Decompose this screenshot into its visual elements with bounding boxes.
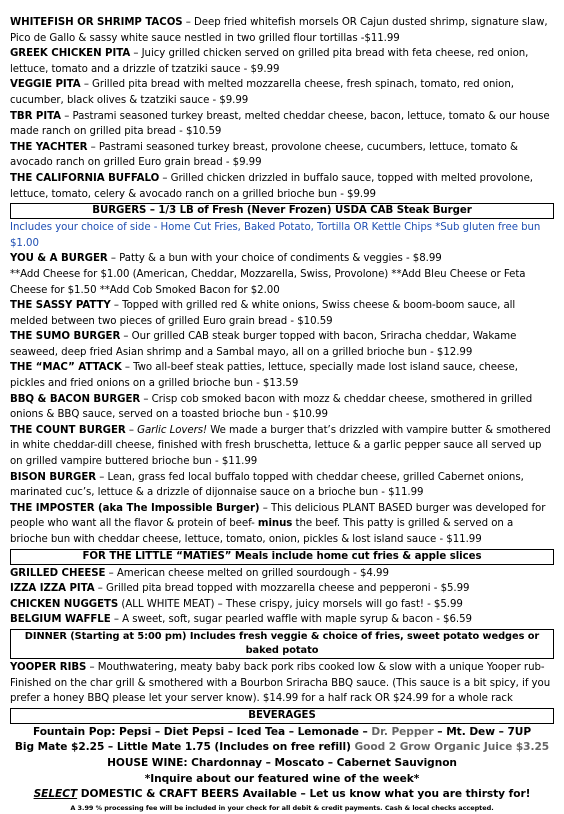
- beverage-line: *Inquire about our featured wine of the week*: [144, 772, 420, 785]
- beverage-line: [10, 787, 554, 803]
- item-name: IZZA IZZA PITA: [10, 583, 95, 595]
- menu-item: [10, 423, 554, 470]
- item-desc-bold: minus: [257, 518, 293, 530]
- menu-item: [10, 329, 554, 360]
- item-desc: Patty & a bun with your choice of condiments & veggies - $8.99: [119, 253, 442, 265]
- menu-item: [10, 612, 554, 628]
- sandwich-list: [10, 15, 554, 202]
- separator: –: [125, 424, 138, 436]
- beverage-text: Big Mate $2.25 – Little Mate 1.75 (Includes on free refill): [14, 741, 355, 754]
- item-desc: Topped with grilled red & white onions, Swiss cheese & boom-boom sauce, all melded between two pieces of grilled Euro grain bread - $10.59: [10, 300, 516, 327]
- menu-item: [10, 171, 554, 202]
- add-cheese-note: **Add Cheese for $1.00 (American, Cheddar, Mozzarella, Swiss, Provolone) **Add Bleu Cheese or Feta Cheese for $1.50 **Add Cob Smoked Bacon for $2.00: [10, 268, 526, 296]
- item-name: THE SUMO BURGER: [10, 331, 121, 343]
- item-desc: Pastrami seasoned turkey breast, melted cheddar cheese, bacon, lettuce, tomato & our house made ranch on grilled pita bread - $10.59: [10, 110, 550, 138]
- kids-list: [10, 566, 554, 628]
- item-name: BELGIUM WAFFLE: [10, 614, 111, 626]
- separator: –: [159, 172, 171, 184]
- item-name: BBQ & BACON BURGER: [10, 393, 141, 405]
- menu-item: [10, 298, 554, 329]
- beverage-line: [10, 725, 554, 741]
- item-name: YOOPER RIBS: [10, 661, 87, 673]
- menu-item: [10, 46, 554, 77]
- processing-fee-note: A 3.99 % processing fee will be included in your check for all debit & credit payments. Cash & local checks accepted.: [70, 803, 494, 812]
- item-name: GRILLED CHEESE: [10, 567, 106, 579]
- menu-item: [10, 581, 554, 597]
- separator: –: [259, 502, 271, 514]
- item-desc: Lean, grass fed local buffalo topped with cheddar cheese, grilled Cabernet onions, marinated cuc’s, lettuce & a drizzle of dijonnaise sauce on a brioche bun - $11.99: [10, 471, 524, 499]
- separator: –: [86, 661, 98, 673]
- burgers-header: BURGERS – 1/3 LB of Fresh (Never Frozen) USDA CAB Steak Burger: [10, 203, 554, 219]
- burgers-side-note: Includes your choice of side - Home Cut Fries, Baked Potato, Tortilla OR Kettle Chips *Sub gluten free bun $1.00: [10, 222, 541, 249]
- item-desc: Mouthwatering, meaty baby back pork ribs cooked low & slow with a unique Yooper rub-Finished on the char grill & smothered with a Bourbon Sriracha BBQ sauce. (This sauce is a bit spicy, if you prefer a honey BBQ please let your server know). $14.99 for a half rack OR $24.99 for a whole rack: [10, 661, 551, 705]
- separator: –: [96, 471, 108, 483]
- item-desc: Grilled chicken drizzled in buffalo sauce, topped with melted provolone, lettuce, tomato, celery & avocado ranch on a grilled brioche bun - $9.99: [10, 172, 533, 200]
- item-name: THE IMPOSTER (aka The Impossible Burger): [10, 502, 260, 514]
- menu-item: [10, 251, 554, 267]
- item-name: THE COUNT BURGER: [10, 424, 126, 436]
- item-name: THE CALIFORNIA BUFFALO: [10, 172, 160, 184]
- menu-item: [10, 470, 554, 501]
- item-name: THE SASSY PATTY: [10, 300, 111, 312]
- menu-item: [10, 77, 554, 108]
- item-desc: the beef. This patty is grilled & served on a brioche bun with cheddar cheese, lettuce, tomato, onion, pickles & lost island sauce - $11.99: [10, 518, 514, 545]
- item-desc: Our grilled CAB steak burger topped with bacon, Sriracha cheddar, Wakame seaweed, deep fried Asian shrimp and a Sambal mayo, all on a grilled brioche bun - $12.99: [10, 331, 517, 358]
- separator: –: [87, 141, 99, 153]
- beverage-text: Fountain Pop: Pepsi – Diet Pepsi – Iced Tea – Lemonade –: [32, 725, 372, 738]
- item-desc: Grilled pita bread topped with mozzarella cheese and pepperoni - $5.99: [106, 583, 470, 595]
- item-name: WHITEFISH OR SHRIMP TACOS: [10, 17, 183, 28]
- beverage-text: Dr. Pepper: [371, 725, 434, 738]
- separator: –: [80, 79, 93, 91]
- item-name: THE YACHTER: [10, 141, 88, 153]
- kids-header: FOR THE LITTLE “MATIES” Meals include home cut fries & apple slices: [10, 549, 554, 565]
- beverage-text: SELECT: [33, 788, 78, 801]
- item-desc: Deep fried whitefish morsels OR Cajun dusted shrimp, signature slaw, Pico de Gallo & sassy white sauce nestled in two grilled flour tortillas -$11.99: [10, 17, 548, 44]
- item-desc: Grilled pita bread with melted mozzarella cheese, fresh spinach, tomato, red onion, cucumber, black olives & tzatziki sauce - $9.99: [10, 79, 514, 106]
- separator: –: [182, 17, 195, 28]
- beverage-text: DOMESTIC & CRAFT BEERS Available – Let us know what you are thirsty for!: [77, 788, 531, 801]
- separator: –: [110, 614, 123, 626]
- separator: –: [130, 48, 142, 60]
- separator: –: [140, 393, 152, 405]
- item-tagline: Garlic Lovers!: [137, 424, 208, 436]
- menu-item: [10, 566, 554, 582]
- menu-item: [10, 140, 554, 171]
- item-name: CHICKEN NUGGETS: [10, 598, 119, 610]
- beverage-line: [10, 740, 554, 756]
- item-desc: We made a burger that’s drizzled with vampire butter & smothered in white cheddar-dill cheese, finished with fresh bruschetta, lettuce & a garlic pepper sauce all served up on grilled vampire buttered brioche bun - $11.99: [10, 424, 551, 468]
- item-desc: Crisp cob smoked bacon with mozz & cheddar cheese, smothered in grilled onions & BBQ sauce, served on a toasted brioche bun - $10.99: [10, 393, 533, 421]
- beverage-text: Good 2 Grow Organic Juice $3.25: [354, 741, 550, 754]
- item-desc: American cheese melted on grilled sourdough - $4.99: [116, 567, 389, 579]
- item-name: THE “MAC” ATTACK: [10, 362, 122, 374]
- separator: –: [61, 110, 73, 122]
- item-name: GREEK CHICKEN PITA: [10, 48, 131, 60]
- item-name: BISON BURGER: [10, 471, 97, 483]
- beverage-text: – Mt. Dew – 7UP: [433, 725, 532, 738]
- separator: –: [105, 567, 117, 579]
- menu-item: [10, 15, 554, 46]
- separator: –: [121, 362, 134, 374]
- item-name: YOU & A BURGER: [10, 253, 108, 265]
- separator: –: [94, 583, 107, 595]
- item-desc: (ALL WHITE MEAT) – These crispy, juicy morsels will go fast! - $5.99: [121, 598, 463, 610]
- item-desc: A sweet, soft, sugar pearled waffle with maple syrup & bacon - $6.59: [122, 614, 472, 626]
- dinner-header: DINNER (Starting at 5:00 pm) Includes fresh veggie & choice of fries, sweet potato wedges or baked potato: [10, 629, 554, 659]
- menu-page: [10, 0, 554, 814]
- menu-item: [10, 360, 554, 391]
- item-desc: Two all-beef steak patties, lettuce, specially made lost island sauce, cheese, pickles and fried onions on a grilled brioche bun - $13.59: [10, 362, 518, 390]
- separator: –: [120, 331, 132, 343]
- beverages-header: BEVERAGES: [10, 708, 554, 724]
- menu-item: [10, 660, 554, 707]
- menu-item: [10, 109, 554, 140]
- item-name: TBR PITA: [10, 110, 62, 122]
- menu-item: [10, 597, 554, 613]
- burger-list: [10, 298, 554, 423]
- beverage-line: HOUSE WINE: Chardonnay – Moscato – Cabernet Sauvignon: [107, 756, 457, 769]
- menu-item: [10, 501, 554, 548]
- item-desc: This delicious PLANT BASED burger was developed for people who want all the flavor & protein of beef-: [10, 502, 546, 530]
- separator: –: [110, 300, 123, 312]
- item-name: VEGGIE PITA: [10, 79, 81, 91]
- menu-item: [10, 392, 554, 423]
- item-desc: Juicy grilled chicken served on grilled pita bread with feta cheese, red onion, lettuce, tomato and a drizzle of tzatziki sauce - $9.99: [10, 48, 529, 75]
- item-desc: Pastrami seasoned turkey breast, provolone cheese, cucumbers, lettuce, tomato & avocado ranch on grilled Euro grain bread - $9.99: [10, 141, 518, 169]
- separator: –: [107, 253, 120, 265]
